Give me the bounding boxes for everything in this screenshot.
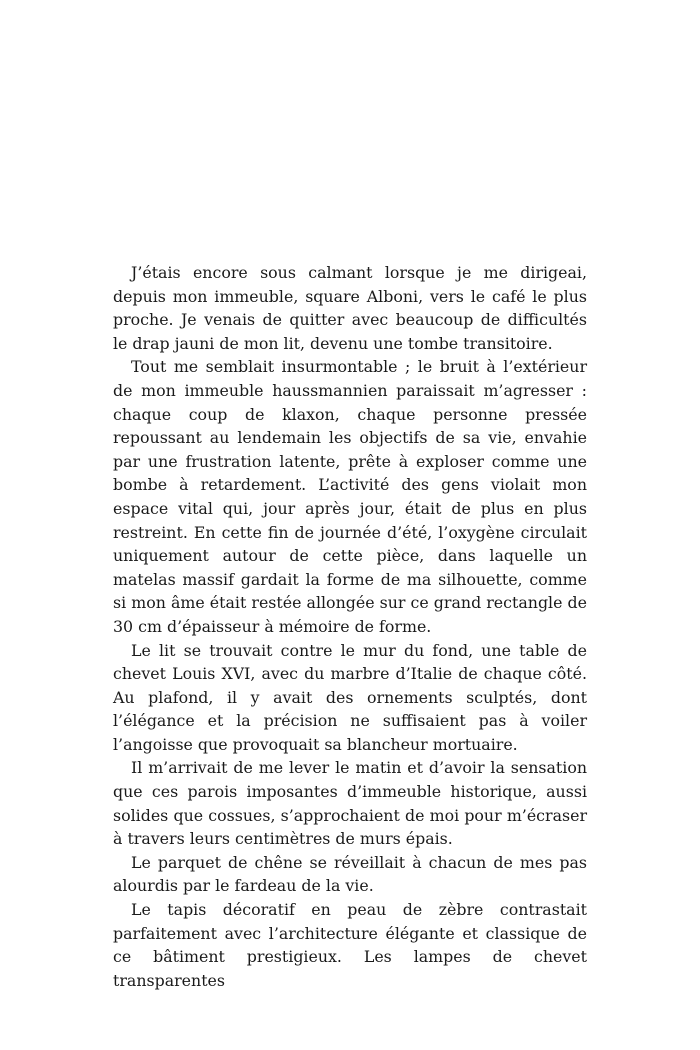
paragraph-1: J’étais encore sous calmant lorsque je me dirigeai, depuis mon immeuble, square Alboni, vers le café le plus proche. Je venais de quitter avec beaucoup de difficultés le drap jauni de mon lit, devenu une tombe transitoire. <box>113 263 587 353</box>
paragraph-6: Le tapis décoratif en peau de zèbre contrastait parfaitement avec l’architecture élégante et classique de ce bâtiment prestigieux. Les lampes de chevet transparentes <box>113 900 587 990</box>
paragraph-3: Le lit se trouvait contre le mur du fond, une table de chevet Louis XVI, avec du marbre d’Italie de chaque côté. Au plafond, il y avait des ornements sculptés, dont l’élégance et la précision ne suffisaient pas à voiler l’angoisse que provoquait sa blancheur mortuaire. <box>113 640 587 754</box>
body-text <box>113 261 587 992</box>
paragraph-4: Il m’arrivait de me lever le matin et d’avoir la sensation que ces parois imposantes d’immeuble historique, aussi solides que cossues, s’approchaient de moi pour m’écraser à travers leurs centimètres de murs épais. <box>113 758 587 849</box>
paragraph-2: Tout me semblait insurmontable ; le bruit à l’extérieur de mon immeuble haussmannien paraissait m’agresser : chaque coup de klaxon, chaque personne pressée repoussant au lendemain les objectifs de sa vie, envahie par une frustration latente, prête à exploser comme une bombe à retardement. L’activité des gens violait mon espace vital qui, jour après jour, était de plus en plus restreint. En cette fin de journée d’été, l’oxygène circulait uniquement autour de cette pièce, dans laquelle un matelas massif gardait la forme de ma silhouette, comme si mon âme était restée allongée sur ce grand rectangle de 30 cm d’épaisseur à mémoire de forme. <box>113 357 587 636</box>
paragraph-5: Le parquet de chêne se réveillait à chacun de mes pas alourdis par le fardeau de la vie. <box>113 852 587 896</box>
